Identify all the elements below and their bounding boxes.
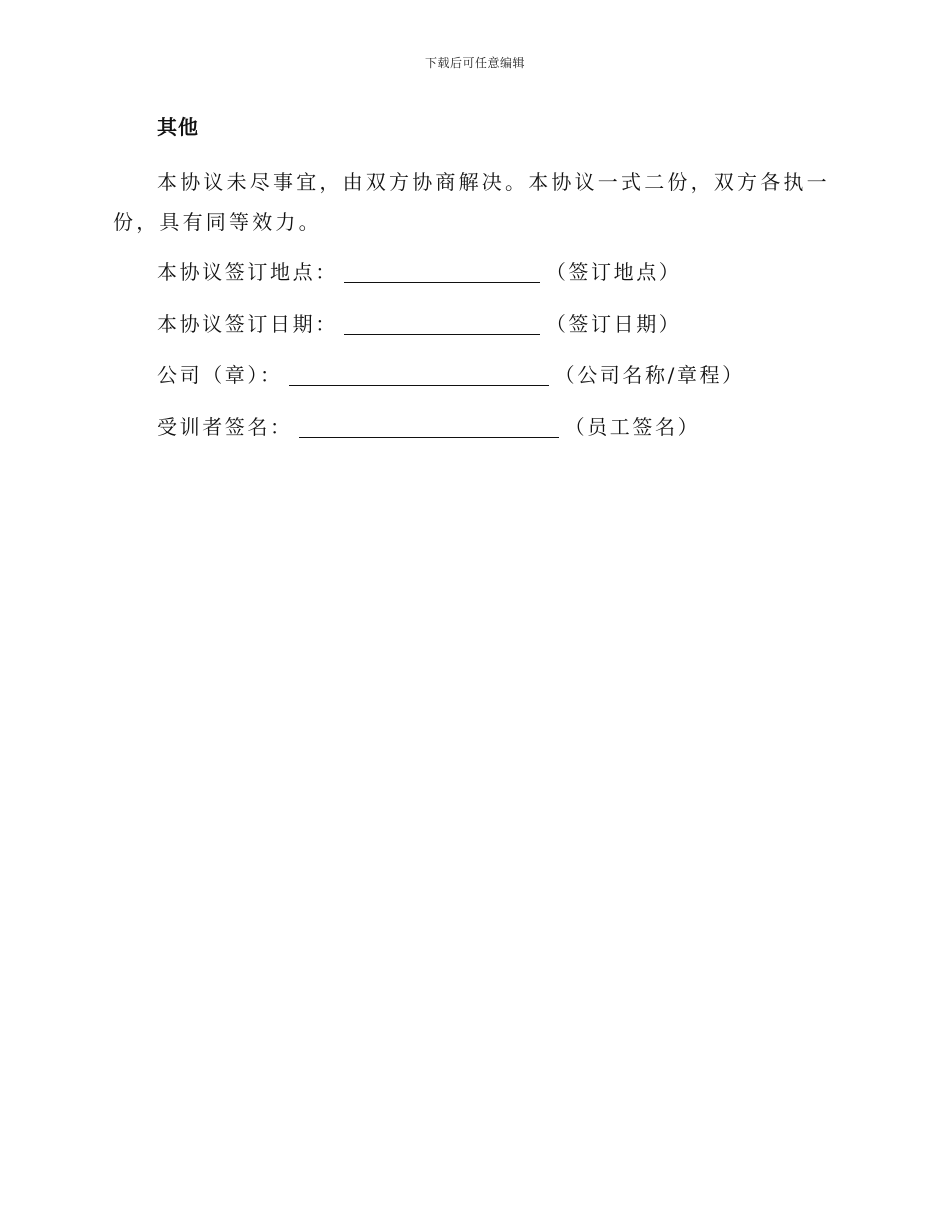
company-seal-label: 公司（章）： [157,363,283,387]
section-heading: 其他 [157,115,199,139]
signing-location-hint: （签订地点） [545,260,682,284]
company-seal-blank[interactable] [289,363,549,386]
trainee-signature-blank[interactable] [299,415,559,438]
trainee-signature-row [157,412,700,442]
signing-location-label: 本协议签订地点： [157,260,338,284]
agreement-paragraph-text: 本协议未尽事宜，由双方协商解决。本协议一式二份，双方各执一份，具有同等效力。 [113,170,830,234]
signing-date-label: 本协议签订日期： [157,312,338,336]
signing-location-row [157,257,681,287]
company-seal-hint: （公司名称/章程） [554,363,745,387]
signing-date-hint: （签订日期） [545,312,682,336]
trainee-signature-hint: （员工签名） [564,415,701,439]
company-seal-row [157,360,745,390]
signing-date-row [157,309,681,339]
page-header: 下载后可任意编辑 [424,56,525,70]
trainee-signature-label: 受训者签名： [157,415,293,439]
signing-location-blank[interactable] [344,260,540,283]
agreement-paragraph [113,162,833,242]
signing-date-blank[interactable] [344,312,540,335]
